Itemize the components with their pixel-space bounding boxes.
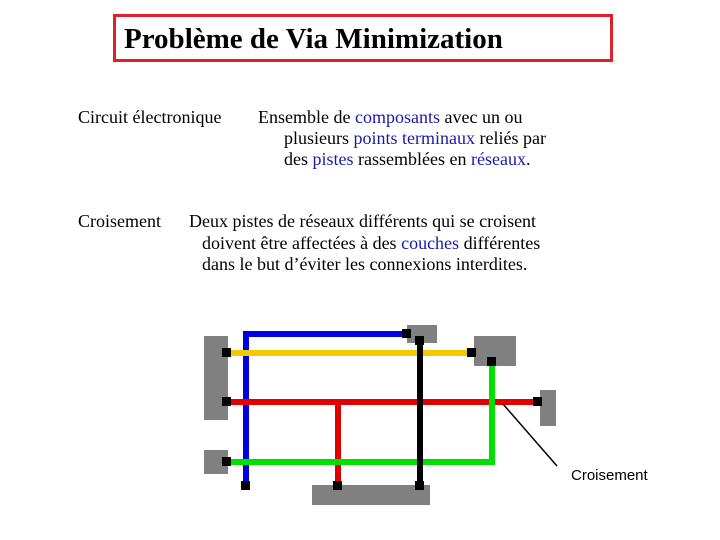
definition-text: avec un ou — [439, 107, 523, 127]
terminal — [222, 397, 231, 406]
terminal — [487, 357, 496, 366]
page-title: Problème de Via Minimization — [124, 23, 503, 55]
definition-text: reliés par — [474, 128, 546, 148]
definition-text: Deux pistes de réseaux différents qui se croisent — [189, 211, 537, 231]
definition-text: doivent être affectées à des — [202, 233, 402, 253]
terminal — [222, 457, 231, 466]
terminal — [402, 329, 411, 338]
highlighted-term: composants — [354, 107, 440, 127]
definition-text: différentes — [459, 233, 541, 253]
highlighted-term: pistes — [312, 149, 354, 169]
definition-text: . — [525, 149, 531, 169]
definition-text: plusieurs — [284, 128, 354, 148]
highlighted-term: réseaux — [470, 149, 526, 169]
definition-text: dans le but d’éviter les connexions interdites. — [202, 254, 528, 274]
terminal — [415, 481, 424, 490]
component-pad-right — [540, 390, 556, 426]
highlighted-term: points terminaux — [353, 128, 475, 148]
terminal — [333, 481, 342, 490]
definition-text: Ensemble de — [258, 107, 355, 127]
terminal — [222, 348, 231, 357]
terminal — [467, 348, 476, 357]
net-green — [227, 362, 492, 462]
terminal — [415, 336, 424, 345]
definition-text: rassemblées en — [353, 149, 471, 169]
definition-term-croisement: Croisement — [78, 211, 161, 231]
terminal — [241, 481, 250, 490]
crossing-annotation-label: Croisement — [571, 467, 648, 484]
definition-text: des — [284, 149, 313, 169]
highlighted-term: couches — [401, 233, 460, 253]
component-pad-bottom — [312, 485, 430, 505]
terminal — [533, 397, 542, 406]
definition-term-circuit: Circuit électronique — [78, 107, 222, 127]
